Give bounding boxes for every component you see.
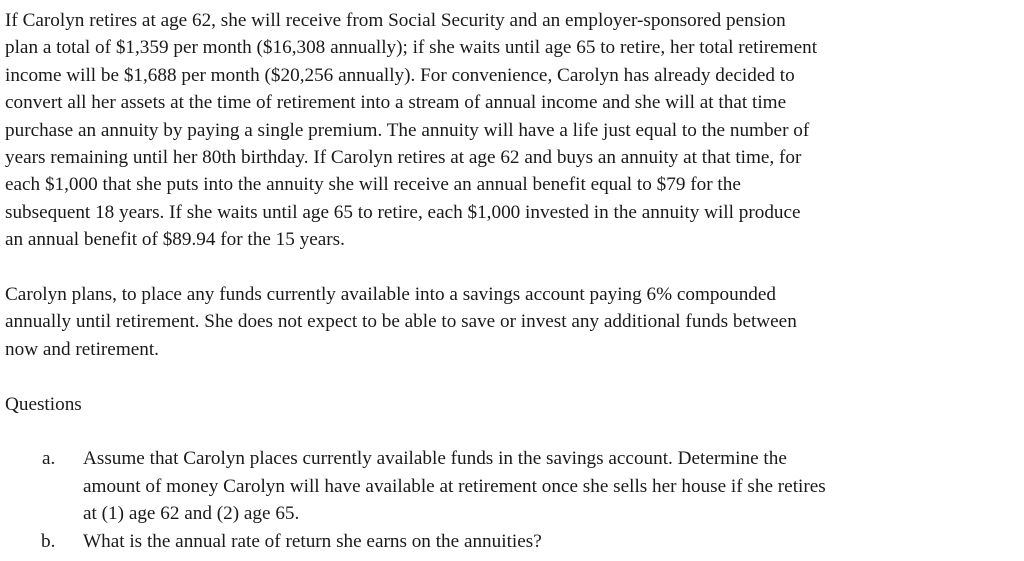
paragraph-retirement-income (5, 7, 1021, 254)
text-line: years remaining until her 80th birthday. If Carolyn retires at age 62 and buys an annuity at that time, for (5, 147, 802, 169)
text-line: amount of money Carolyn will have available at retirement once she sells her house if she retires (83, 475, 826, 497)
text-line: annually until retirement. She does not expect to be able to save or invest any additional funds between (5, 311, 797, 333)
text-line: If Carolyn retires at age 62, she will receive from Social Security and an employer-sponsored pension (5, 10, 786, 31)
text-line: an annual benefit of $89.94 for the 15 years. (5, 229, 345, 251)
text-line: convert all her assets at the time of retirement into a stream of annual income and she will at that time (5, 92, 787, 114)
text-line: each $1,000 that she puts into the annuity she will receive an annual benefit equal to $79 for the (5, 174, 741, 196)
text-line: subsequent 18 years. If she waits until age 65 to retire, each $1,000 invested in the annuity will produce (5, 201, 801, 223)
text-line: at (1) age 62 and (2) age 65. (83, 503, 300, 525)
question-b (5, 528, 1021, 555)
text-line: Carolyn plans, to place any funds currently available into a savings account paying 6% compounded (5, 284, 777, 306)
text-line: Assume that Carolyn places currently available funds in the savings account. Determine the (83, 448, 787, 470)
text-line: What is the annual rate of return she earns on the annuities? (83, 530, 542, 552)
text-line: income will be $1,688 per month ($20,256 annually). For convenience, Carolyn has already decided to (5, 64, 795, 86)
question-a (5, 445, 1021, 527)
questions-heading: Questions (5, 393, 82, 415)
text-line: now and retirement. (5, 338, 159, 360)
question-marker: b. (41, 530, 56, 552)
problem-document (5, 7, 1021, 555)
text-line: plan a total of $1,359 per month ($16,308 annually); if she waits until age 65 to retire, her total retirement (5, 37, 818, 59)
questions-list (5, 445, 1021, 555)
question-marker: a. (42, 448, 56, 470)
text-line: purchase an annuity by paying a single premium. The annuity will have a life just equal to the number of (5, 119, 810, 141)
paragraph-savings-plan (5, 281, 1021, 363)
